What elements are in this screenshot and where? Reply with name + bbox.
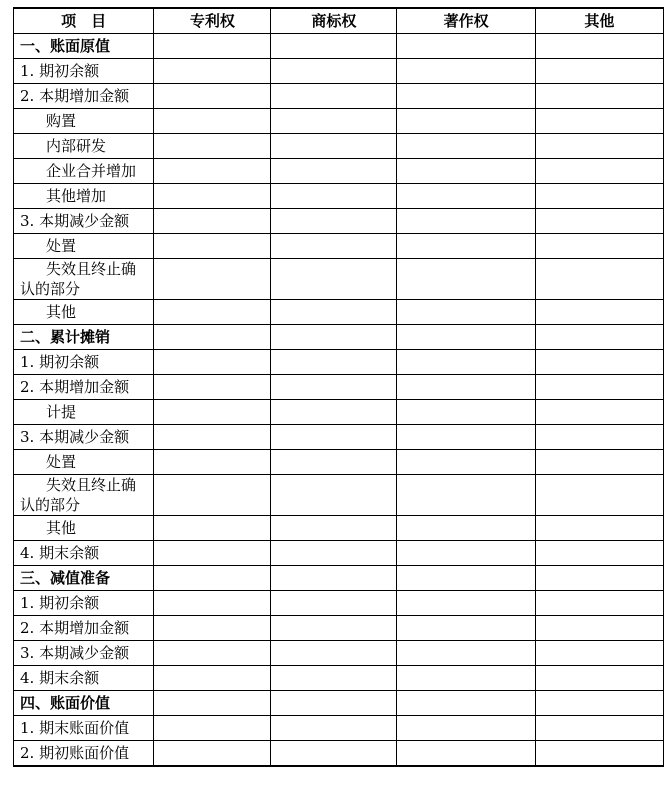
- value-cell: [535, 134, 663, 159]
- value-cell: [535, 541, 663, 566]
- value-cell: [397, 209, 535, 234]
- table-row: [14, 516, 664, 541]
- table-row: [14, 425, 664, 450]
- value-cell: [397, 641, 535, 666]
- table-row: [14, 184, 664, 209]
- table-row: [14, 450, 664, 475]
- row-label: 1. 期初余额: [14, 591, 154, 616]
- row-label: 1. 期初余额: [14, 350, 154, 375]
- value-cell: [397, 616, 535, 641]
- table-row: [14, 109, 664, 134]
- table-row: [14, 300, 664, 325]
- value-cell: [271, 159, 397, 184]
- value-cell: [271, 325, 397, 350]
- value-cell: [154, 159, 271, 184]
- row-label: 购置: [14, 109, 154, 134]
- value-cell: [271, 516, 397, 541]
- value-cell: [535, 616, 663, 641]
- row-label: 4. 期末余额: [14, 541, 154, 566]
- value-cell: [154, 516, 271, 541]
- value-cell: [397, 259, 535, 300]
- value-cell: [154, 716, 271, 741]
- value-cell: [154, 425, 271, 450]
- value-cell: [271, 109, 397, 134]
- row-label: 2. 期初账面价值: [14, 741, 154, 767]
- value-cell: [535, 566, 663, 591]
- value-cell: [397, 566, 535, 591]
- value-cell: [271, 666, 397, 691]
- value-cell: [154, 450, 271, 475]
- table-row: [14, 541, 664, 566]
- value-cell: [397, 134, 535, 159]
- header-other: 其他: [535, 8, 663, 34]
- value-cell: [535, 184, 663, 209]
- value-cell: [535, 716, 663, 741]
- value-cell: [397, 59, 535, 84]
- value-cell: [154, 400, 271, 425]
- value-cell: [154, 209, 271, 234]
- value-cell: [397, 425, 535, 450]
- row-label: 计提: [14, 400, 154, 425]
- value-cell: [154, 475, 271, 516]
- value-cell: [154, 591, 271, 616]
- row-label: 企业合并增加: [14, 159, 154, 184]
- header-trademark: 商标权: [271, 8, 397, 34]
- row-label: 失效且终止确认的部分: [14, 475, 154, 516]
- row-label: 处置: [14, 234, 154, 259]
- value-cell: [271, 234, 397, 259]
- row-label: 内部研发: [14, 134, 154, 159]
- table-row: [14, 325, 664, 350]
- header-copyright: 著作权: [397, 8, 535, 34]
- value-cell: [535, 259, 663, 300]
- table-row: [14, 566, 664, 591]
- value-cell: [397, 325, 535, 350]
- value-cell: [154, 234, 271, 259]
- value-cell: [397, 691, 535, 716]
- row-label: 其他增加: [14, 184, 154, 209]
- value-cell: [535, 300, 663, 325]
- value-cell: [154, 34, 271, 59]
- value-cell: [154, 541, 271, 566]
- row-label: 4. 期末余额: [14, 666, 154, 691]
- value-cell: [535, 209, 663, 234]
- value-cell: [535, 425, 663, 450]
- value-cell: [535, 666, 663, 691]
- value-cell: [271, 541, 397, 566]
- value-cell: [154, 259, 271, 300]
- row-label: 三、减值准备: [14, 566, 154, 591]
- value-cell: [535, 400, 663, 425]
- table-row: [14, 400, 664, 425]
- value-cell: [271, 184, 397, 209]
- value-cell: [397, 516, 535, 541]
- value-cell: [397, 234, 535, 259]
- value-cell: [271, 716, 397, 741]
- value-cell: [154, 134, 271, 159]
- value-cell: [154, 350, 271, 375]
- row-label: 2. 本期增加金额: [14, 375, 154, 400]
- value-cell: [397, 350, 535, 375]
- value-cell: [154, 375, 271, 400]
- value-cell: [154, 59, 271, 84]
- value-cell: [397, 375, 535, 400]
- value-cell: [154, 300, 271, 325]
- row-label: 1. 期末账面价值: [14, 716, 154, 741]
- value-cell: [271, 300, 397, 325]
- value-cell: [271, 134, 397, 159]
- value-cell: [535, 691, 663, 716]
- value-cell: [535, 591, 663, 616]
- row-label: 一、账面原值: [14, 34, 154, 59]
- row-label: 处置: [14, 450, 154, 475]
- table-row: [14, 475, 664, 516]
- value-cell: [154, 741, 271, 767]
- value-cell: [397, 741, 535, 767]
- value-cell: [271, 375, 397, 400]
- value-cell: [271, 450, 397, 475]
- table-row: [14, 666, 664, 691]
- value-cell: [397, 400, 535, 425]
- table-row: [14, 716, 664, 741]
- table-row: [14, 591, 664, 616]
- table-row: [14, 209, 664, 234]
- value-cell: [397, 184, 535, 209]
- intangible-assets-table: [13, 7, 664, 767]
- table-row: [14, 259, 664, 300]
- table-row: [14, 741, 664, 767]
- value-cell: [271, 591, 397, 616]
- table-row: [14, 616, 664, 641]
- row-label: 3. 本期减少金额: [14, 209, 154, 234]
- value-cell: [397, 666, 535, 691]
- row-label: 失效且终止确认的部分: [14, 259, 154, 300]
- value-cell: [271, 475, 397, 516]
- value-cell: [271, 741, 397, 767]
- table-row: [14, 59, 664, 84]
- table-row: [14, 641, 664, 666]
- value-cell: [535, 59, 663, 84]
- row-label: 1. 期初余额: [14, 59, 154, 84]
- value-cell: [535, 159, 663, 184]
- value-cell: [271, 400, 397, 425]
- value-cell: [535, 350, 663, 375]
- value-cell: [397, 84, 535, 109]
- value-cell: [154, 109, 271, 134]
- table-row: [14, 84, 664, 109]
- value-cell: [535, 741, 663, 767]
- table-row: [14, 134, 664, 159]
- value-cell: [535, 475, 663, 516]
- value-cell: [154, 325, 271, 350]
- table-row: [14, 375, 664, 400]
- value-cell: [397, 159, 535, 184]
- value-cell: [271, 641, 397, 666]
- value-cell: [397, 541, 535, 566]
- value-cell: [535, 375, 663, 400]
- value-cell: [397, 109, 535, 134]
- value-cell: [271, 566, 397, 591]
- header-patent: 专利权: [154, 8, 271, 34]
- row-label: 其他: [14, 300, 154, 325]
- table-row: [14, 159, 664, 184]
- table-body: [14, 34, 664, 767]
- table-row: [14, 34, 664, 59]
- value-cell: [535, 109, 663, 134]
- value-cell: [397, 300, 535, 325]
- value-cell: [154, 666, 271, 691]
- row-label: 2. 本期增加金额: [14, 84, 154, 109]
- value-cell: [271, 350, 397, 375]
- header-item: 项 目: [14, 8, 154, 34]
- value-cell: [397, 450, 535, 475]
- row-label: 2. 本期增加金额: [14, 616, 154, 641]
- value-cell: [535, 234, 663, 259]
- value-cell: [154, 641, 271, 666]
- value-cell: [535, 516, 663, 541]
- table-row: [14, 350, 664, 375]
- value-cell: [535, 641, 663, 666]
- value-cell: [271, 84, 397, 109]
- row-label: 3. 本期减少金额: [14, 425, 154, 450]
- value-cell: [535, 450, 663, 475]
- value-cell: [397, 716, 535, 741]
- value-cell: [154, 691, 271, 716]
- value-cell: [271, 691, 397, 716]
- value-cell: [397, 475, 535, 516]
- value-cell: [154, 184, 271, 209]
- row-label: 二、累计摊销: [14, 325, 154, 350]
- value-cell: [271, 425, 397, 450]
- header-row: [14, 8, 664, 34]
- value-cell: [535, 325, 663, 350]
- value-cell: [154, 616, 271, 641]
- row-label: 四、账面价值: [14, 691, 154, 716]
- row-label: 3. 本期减少金额: [14, 641, 154, 666]
- value-cell: [535, 34, 663, 59]
- value-cell: [271, 616, 397, 641]
- value-cell: [271, 59, 397, 84]
- value-cell: [397, 34, 535, 59]
- value-cell: [271, 209, 397, 234]
- value-cell: [397, 591, 535, 616]
- row-label: 其他: [14, 516, 154, 541]
- table-row: [14, 234, 664, 259]
- value-cell: [535, 84, 663, 109]
- value-cell: [271, 259, 397, 300]
- table-row: [14, 691, 664, 716]
- value-cell: [271, 34, 397, 59]
- value-cell: [154, 566, 271, 591]
- value-cell: [154, 84, 271, 109]
